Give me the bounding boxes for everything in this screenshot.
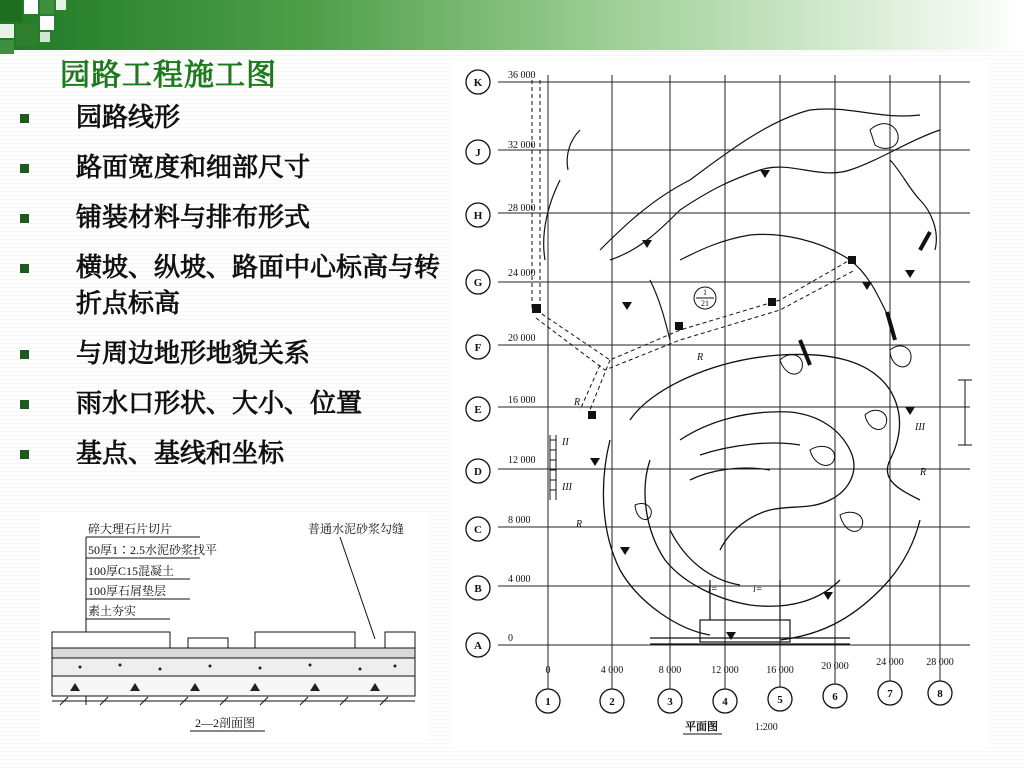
column-coordinate: 16 000 [766,665,794,676]
bullet-item [20,150,460,186]
radius-mark: R [574,397,581,408]
plan-drawing [450,60,990,750]
column-label: 3 [667,696,673,708]
column-label: 6 [832,691,838,703]
row-label: G [473,277,483,289]
row-coordinate: 36 000 [508,70,536,81]
slope-mark: i= [753,584,763,595]
header-band [0,0,1024,50]
row-label: F [474,342,482,354]
bullet-square-icon [20,214,29,223]
row-label: K [473,77,483,89]
column-label: 5 [777,694,783,706]
section-drawing [40,515,430,740]
column-coordinate: 20 000 [821,661,849,672]
layer-label: 100厚C15混凝土 [88,564,175,578]
slide-title: 园路工程施工图 [60,58,277,93]
column-coordinate: 24 000 [876,657,904,668]
column-coordinate: 0 [545,665,551,676]
slope-numerator: 1 [703,288,707,297]
bullet-square-icon [20,164,29,173]
column-label: 7 [887,688,893,700]
bullet-text: 园路线形 [76,103,181,133]
radius-mark: R [576,519,583,530]
column-coordinate: 12 000 [711,665,739,676]
bullet-text: 与周边地形地貌关系 [76,339,311,369]
bullet-square-icon [20,450,29,459]
row-coordinate: 24 000 [508,268,536,279]
layer-label: 100厚石屑垫层 [88,584,167,598]
column-label: 4 [722,696,728,708]
bullet-text: 雨水口形状、大小、位置 [76,389,363,419]
column-coordinate: 8 000 [658,665,682,676]
row-label: A [474,640,482,652]
row-label: E [474,404,482,416]
column-label: 1 [545,696,551,708]
row-label: C [474,524,482,536]
row-label: H [473,210,483,222]
right-note: 普通水泥砂浆勾缝 [308,522,405,536]
column-coordinate: 4 000 [600,665,624,676]
bullet-text: 铺装材料与排布形式 [76,203,311,233]
row-coordinate: 16 000 [508,395,536,406]
section-mark: III [915,422,925,433]
slope-mark: i= [708,584,718,595]
section-mark: II [562,437,569,448]
slope-denominator: 21 [701,299,709,308]
layer-label: 50厚1∶2.5水泥砂浆找平 [88,543,218,557]
column-coordinate: 28 000 [926,657,954,668]
section-mark: III [562,482,572,493]
row-coordinate: 28 000 [508,203,536,214]
bullet-square-icon [20,350,29,359]
row-coordinate: 20 000 [508,333,536,344]
row-coordinate: 4 000 [508,574,531,585]
radius-mark: R [920,467,927,478]
row-coordinate: 8 000 [508,515,531,526]
layer-label: 碎大理石片切片 [88,522,173,536]
row-label: J [475,147,481,159]
plan-scale: 1:200 [755,722,778,733]
section-caption: 2—2剖面图 [195,716,256,730]
row-label: B [474,583,482,595]
bullet-list [20,100,460,486]
bullet-item [20,336,460,372]
bullet-square-icon [20,400,29,409]
plan-caption: 平面图 [685,721,718,733]
row-coordinate: 0 [508,633,513,644]
bullet-square-icon [20,114,29,123]
bullet-square-icon [20,264,29,273]
bullet-item [20,200,460,236]
bullet-item [20,100,460,136]
bullet-item [20,436,460,472]
bullet-text: 横坡、纵坡、路面中心标高与转折点标高 [76,253,441,319]
row-coordinate: 32 000 [508,140,536,151]
row-label: D [474,466,482,478]
row-coordinate: 12 000 [508,455,536,466]
column-label: 2 [609,696,615,708]
bullet-text: 基点、基线和坐标 [76,439,285,469]
bullet-text: 路面宽度和细部尺寸 [76,153,311,183]
radius-mark: R [697,352,704,363]
bullet-item [20,250,446,322]
column-label: 8 [937,688,943,700]
layer-label: 素土夯实 [88,604,137,618]
bullet-item [20,386,460,422]
